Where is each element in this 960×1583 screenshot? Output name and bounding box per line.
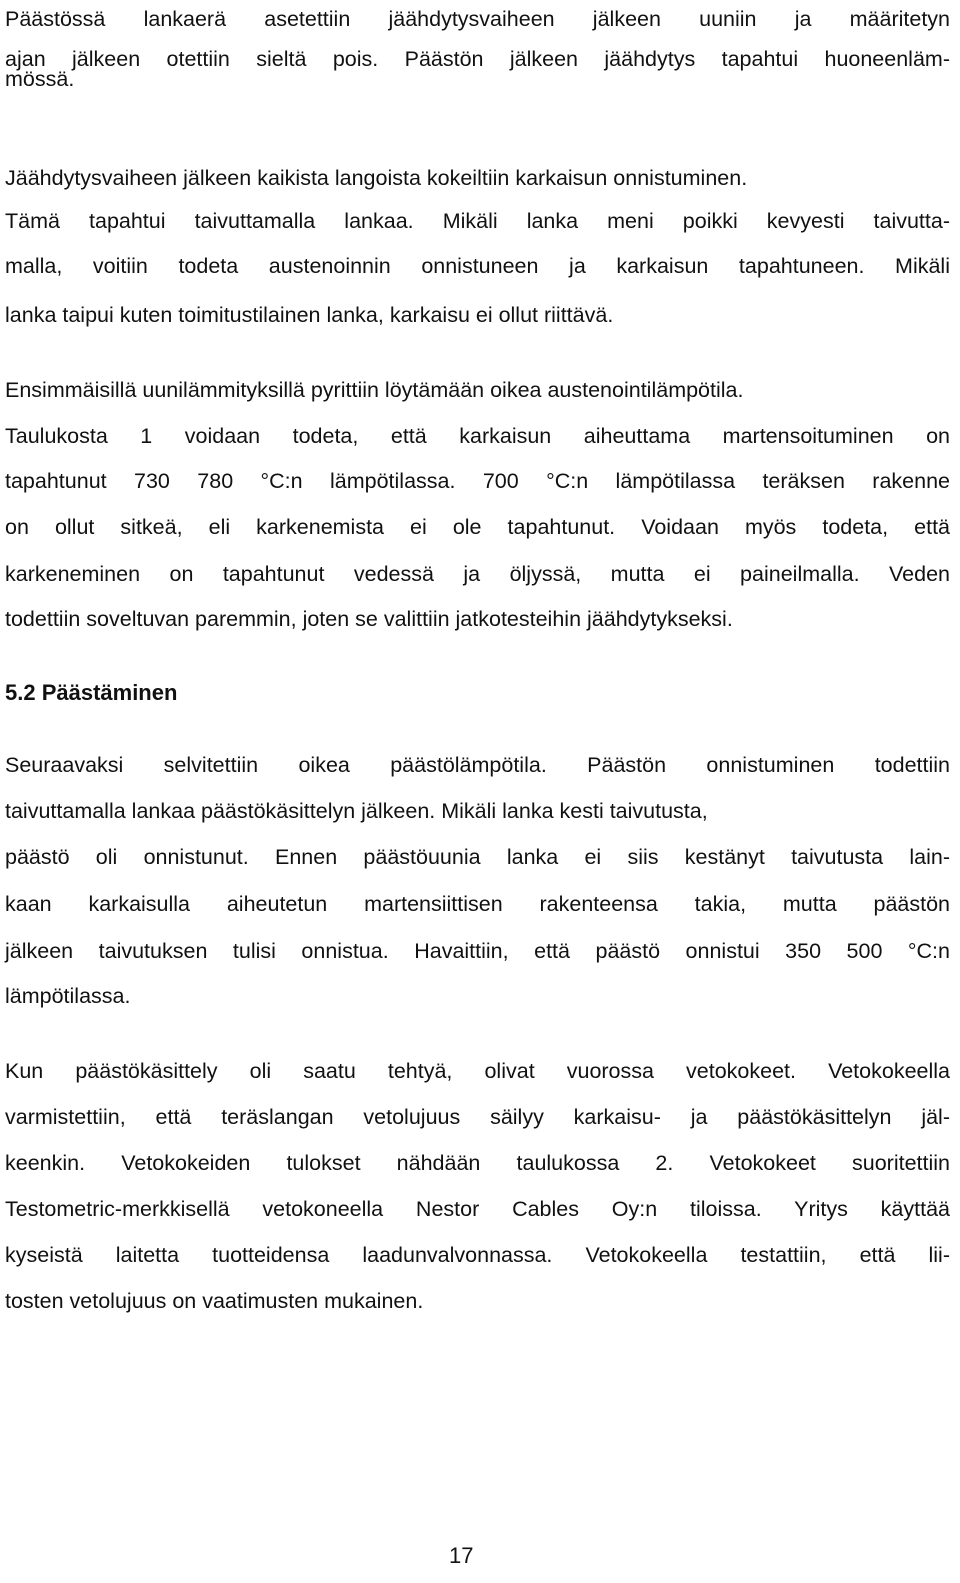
text-line: tosten vetolujuus on vaatimusten mukainen. xyxy=(5,1289,424,1313)
text-line: jälkeen taivutuksen tulisi onnistua. Havaittiin, että päästö onnistui 350 500 °C:n xyxy=(5,939,950,963)
text-line: mössä. xyxy=(5,67,75,91)
text-line: malla, voitiin todeta austenoinnin onnistuneen ja karkaisun tapahtuneen. Mikäli xyxy=(5,254,950,278)
text-line: keenkin. Vetokokeiden tulokset nähdään taulukossa 2. Vetokokeet suoritettiin xyxy=(5,1151,950,1175)
text-line: karkeneminen on tapahtunut vedessä ja öljyssä, mutta ei paineilmalla. Veden xyxy=(5,562,950,586)
text-line: Päästössä lankaerä asetettiin jäähdytysvaiheen jälkeen uuniin ja määritetyn xyxy=(5,7,950,31)
text-line: kyseistä laitetta tuotteidensa laadunvalvonnassa. Vetokokeella testattiin, että lii- xyxy=(5,1243,950,1267)
text-line: Taulukosta 1 voidaan todeta, että karkaisun aiheuttama martensoituminen on xyxy=(5,424,950,448)
text-line: Tämä tapahtui taivuttamalla lankaa. Mikäli lanka meni poikki kevyesti taivutta- xyxy=(5,209,950,233)
text-line: tapahtunut 730 780 °C:n lämpötilassa. 700 °C:n lämpötilassa teräksen rakenne xyxy=(5,469,950,493)
text-line: Kun päästökäsittely oli saatu tehtyä, olivat vuorossa vetokokeet. Vetokokeella xyxy=(5,1059,950,1083)
page-number: 17 xyxy=(449,1543,474,1568)
text-line: päästö oli onnistunut. Ennen päästöuunia lanka ei siis kestänyt taivutusta lain- xyxy=(5,845,950,869)
text-line: Ensimmäisillä uunilämmityksillä pyrittiin löytämään oikea austenointilämpötila. xyxy=(5,378,744,402)
text-line: on ollut sitkeä, eli karkenemista ei ole tapahtunut. Voidaan myös todeta, että xyxy=(5,515,950,539)
text-line: Testometric-merkkisellä vetokoneella Nestor Cables Oy:n tiloissa. Yritys käyttää xyxy=(5,1197,950,1221)
text-line: todettiin soveltuvan paremmin, joten se valittiin jatkotesteihin jäähdytykseksi. xyxy=(5,607,733,631)
text-line: lämpötilassa. xyxy=(5,984,131,1008)
text-line: varmistettiin, että teräslangan vetolujuus säilyy karkaisu- ja päästökäsittelyn jäl- xyxy=(5,1105,950,1129)
text-line: Seuraavaksi selvitettiin oikea päästölämpötila. Päästön onnistuminen todettiin xyxy=(5,753,950,777)
text-line: ajan jälkeen otettiin sieltä pois. Päästön jälkeen jäähdytys tapahtui huoneenläm- xyxy=(5,47,950,71)
text-line: taivuttamalla lankaa päästökäsittelyn jälkeen. Mikäli lanka kesti taivutusta, xyxy=(5,799,708,823)
text-line: lanka taipui kuten toimitustilainen lanka, karkaisu ei ollut riittävä. xyxy=(5,303,614,327)
text-line: kaan karkaisulla aiheutetun martensiittisen rakenteensa takia, mutta päästön xyxy=(5,892,950,916)
text-line: Jäähdytysvaiheen jälkeen kaikista langoista kokeiltiin karkaisun onnistuminen. xyxy=(5,166,748,190)
section-heading: 5.2 Päästäminen xyxy=(5,680,178,705)
